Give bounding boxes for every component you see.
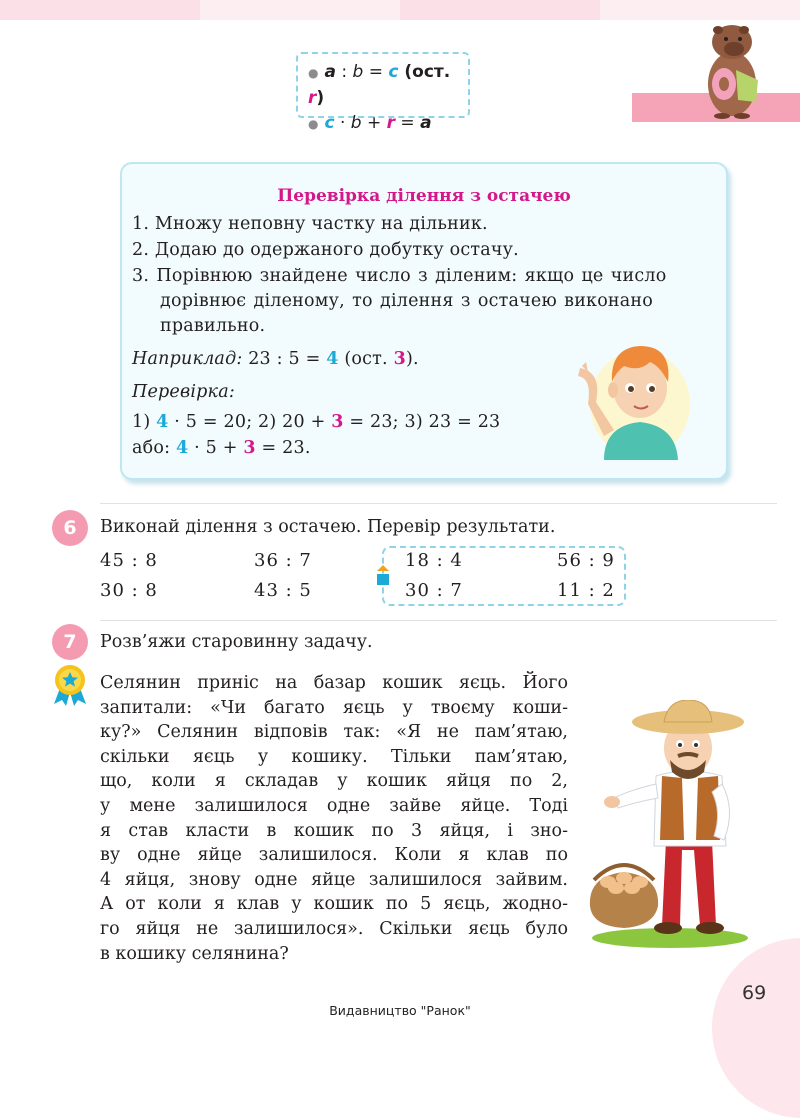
- check-p2: · 5 = 20; 2) 20 +: [168, 412, 332, 432]
- level-marker-icon: [375, 564, 391, 586]
- story-line: запитали: «Чи багато яєць у твоєму коши-: [100, 697, 568, 718]
- paren: ): [316, 88, 325, 108]
- task-6-expr: 11 : 2: [557, 580, 615, 601]
- task-6-expr: 43 : 5: [254, 580, 312, 601]
- var-a: a: [420, 113, 432, 133]
- formula-box: [296, 52, 470, 133]
- capybara-illustration: [698, 18, 764, 120]
- task-6-expr: 45 : 8: [100, 550, 158, 571]
- check-quotient: 4: [156, 412, 169, 432]
- var-b: b: [350, 113, 362, 133]
- task-6-expr: 56 : 9: [557, 550, 615, 571]
- rule-step-3-end: правильно.: [160, 316, 266, 336]
- story-line: в кошику селянина?: [100, 943, 289, 964]
- story-line: го яйця не залишилося». Скільки яєць було: [100, 918, 568, 939]
- story-line: що, коли я складав у кошик яйця по 2,: [100, 771, 568, 792]
- rule-step-3: 3. Порівнюю знайдене число з діленим: якщо це число: [132, 266, 667, 286]
- var-r: r: [308, 88, 317, 108]
- task-6-text: Виконай ділення з остачею. Перевір результати.: [100, 517, 556, 537]
- op-eq: =: [363, 62, 389, 82]
- bullet-icon: ●: [308, 117, 319, 131]
- story-line: Селянин приніс на базар кошик яєць. Його: [100, 673, 568, 693]
- rule-title: Перевірка ділення з остачею: [277, 186, 571, 206]
- var-a: a: [324, 62, 336, 82]
- var-c: c: [388, 62, 399, 82]
- corner-decoration: [712, 938, 800, 1118]
- story-line: ву одне яйце залишилося. Коли я клав по: [100, 845, 568, 866]
- formula-line-1: [308, 60, 468, 111]
- divider: [100, 620, 777, 621]
- op-div: :: [335, 62, 353, 82]
- alt-p3: = 23.: [255, 438, 311, 458]
- task-6-expr: 36 : 7: [254, 550, 312, 571]
- alt-p1: або:: [132, 438, 176, 458]
- top-stripes: [0, 0, 800, 20]
- var-c: c: [324, 113, 335, 133]
- boy-illustration: [574, 332, 692, 462]
- check-line: [132, 412, 500, 432]
- alt-quotient: 4: [175, 438, 189, 458]
- task-7-story: [100, 671, 568, 966]
- example-close: ).: [405, 349, 419, 369]
- example-ost: (ост.: [338, 349, 394, 369]
- alt-p2: · 5 +: [188, 438, 244, 458]
- task-6-expr: 30 : 7: [405, 580, 463, 601]
- rule-step-1: 1. Множу неповну частку на дільник.: [132, 214, 488, 234]
- peasant-illustration: [584, 700, 750, 948]
- var-b: b: [352, 62, 364, 82]
- check-p3: = 23; 3) 23 = 23: [343, 412, 501, 432]
- medal-icon: [52, 664, 88, 706]
- task-6-number: 6: [52, 510, 88, 546]
- task-6-expr: 18 : 4: [405, 550, 463, 571]
- divider: [100, 503, 777, 504]
- check-p1: 1): [132, 412, 157, 432]
- ost-text: (ост.: [398, 62, 451, 82]
- rule-step-3-cont: дорівнює діленому, то ділення з остачею виконано: [160, 291, 654, 311]
- example-quotient: 4: [326, 349, 339, 369]
- example-label: Наприклад:: [132, 349, 243, 369]
- task-7-number: 7: [52, 624, 88, 660]
- story-line: у мене залишилося одне зайве яйце. Тоді: [100, 795, 568, 816]
- story-line: я став класти в кошик по 3 яйця, і зно-: [100, 820, 568, 841]
- story-line: А от коли я клав у кошик по 5 яєць, жодно-: [100, 894, 568, 915]
- bullet-icon: ●: [308, 66, 319, 80]
- task-6-expr: 30 : 8: [100, 580, 158, 601]
- alt-line: [132, 438, 311, 458]
- rule-step-2: 2. Додаю до одержаного добутку остачу.: [132, 240, 519, 260]
- story-line: 4 яйця, знову одне яйце залишилося зайвим.: [100, 869, 568, 890]
- story-line: ку?» Селянин відповів так: «Я не пам’ятаю,: [100, 722, 568, 743]
- example-expr: 23 : 5 =: [242, 349, 327, 369]
- example-remainder: 3: [393, 349, 406, 369]
- op-mul: ·: [334, 113, 351, 133]
- var-r: r: [386, 113, 396, 133]
- formula-line-2: [308, 111, 468, 137]
- task-7-text: Розв’яжи старовинну задачу.: [100, 632, 373, 652]
- page-number: 69: [742, 982, 767, 1004]
- op-plus: +: [361, 113, 387, 133]
- story-line: скільки яєць у кошику. Тільки пам’ятаю,: [100, 746, 568, 767]
- check-remainder: 3: [331, 412, 344, 432]
- example-line: [132, 349, 419, 369]
- check-label: Перевірка:: [132, 382, 235, 402]
- alt-remainder: 3: [243, 438, 256, 458]
- publisher-footer: Видавництво "Ранок": [329, 1003, 471, 1018]
- op-eq: =: [395, 113, 421, 133]
